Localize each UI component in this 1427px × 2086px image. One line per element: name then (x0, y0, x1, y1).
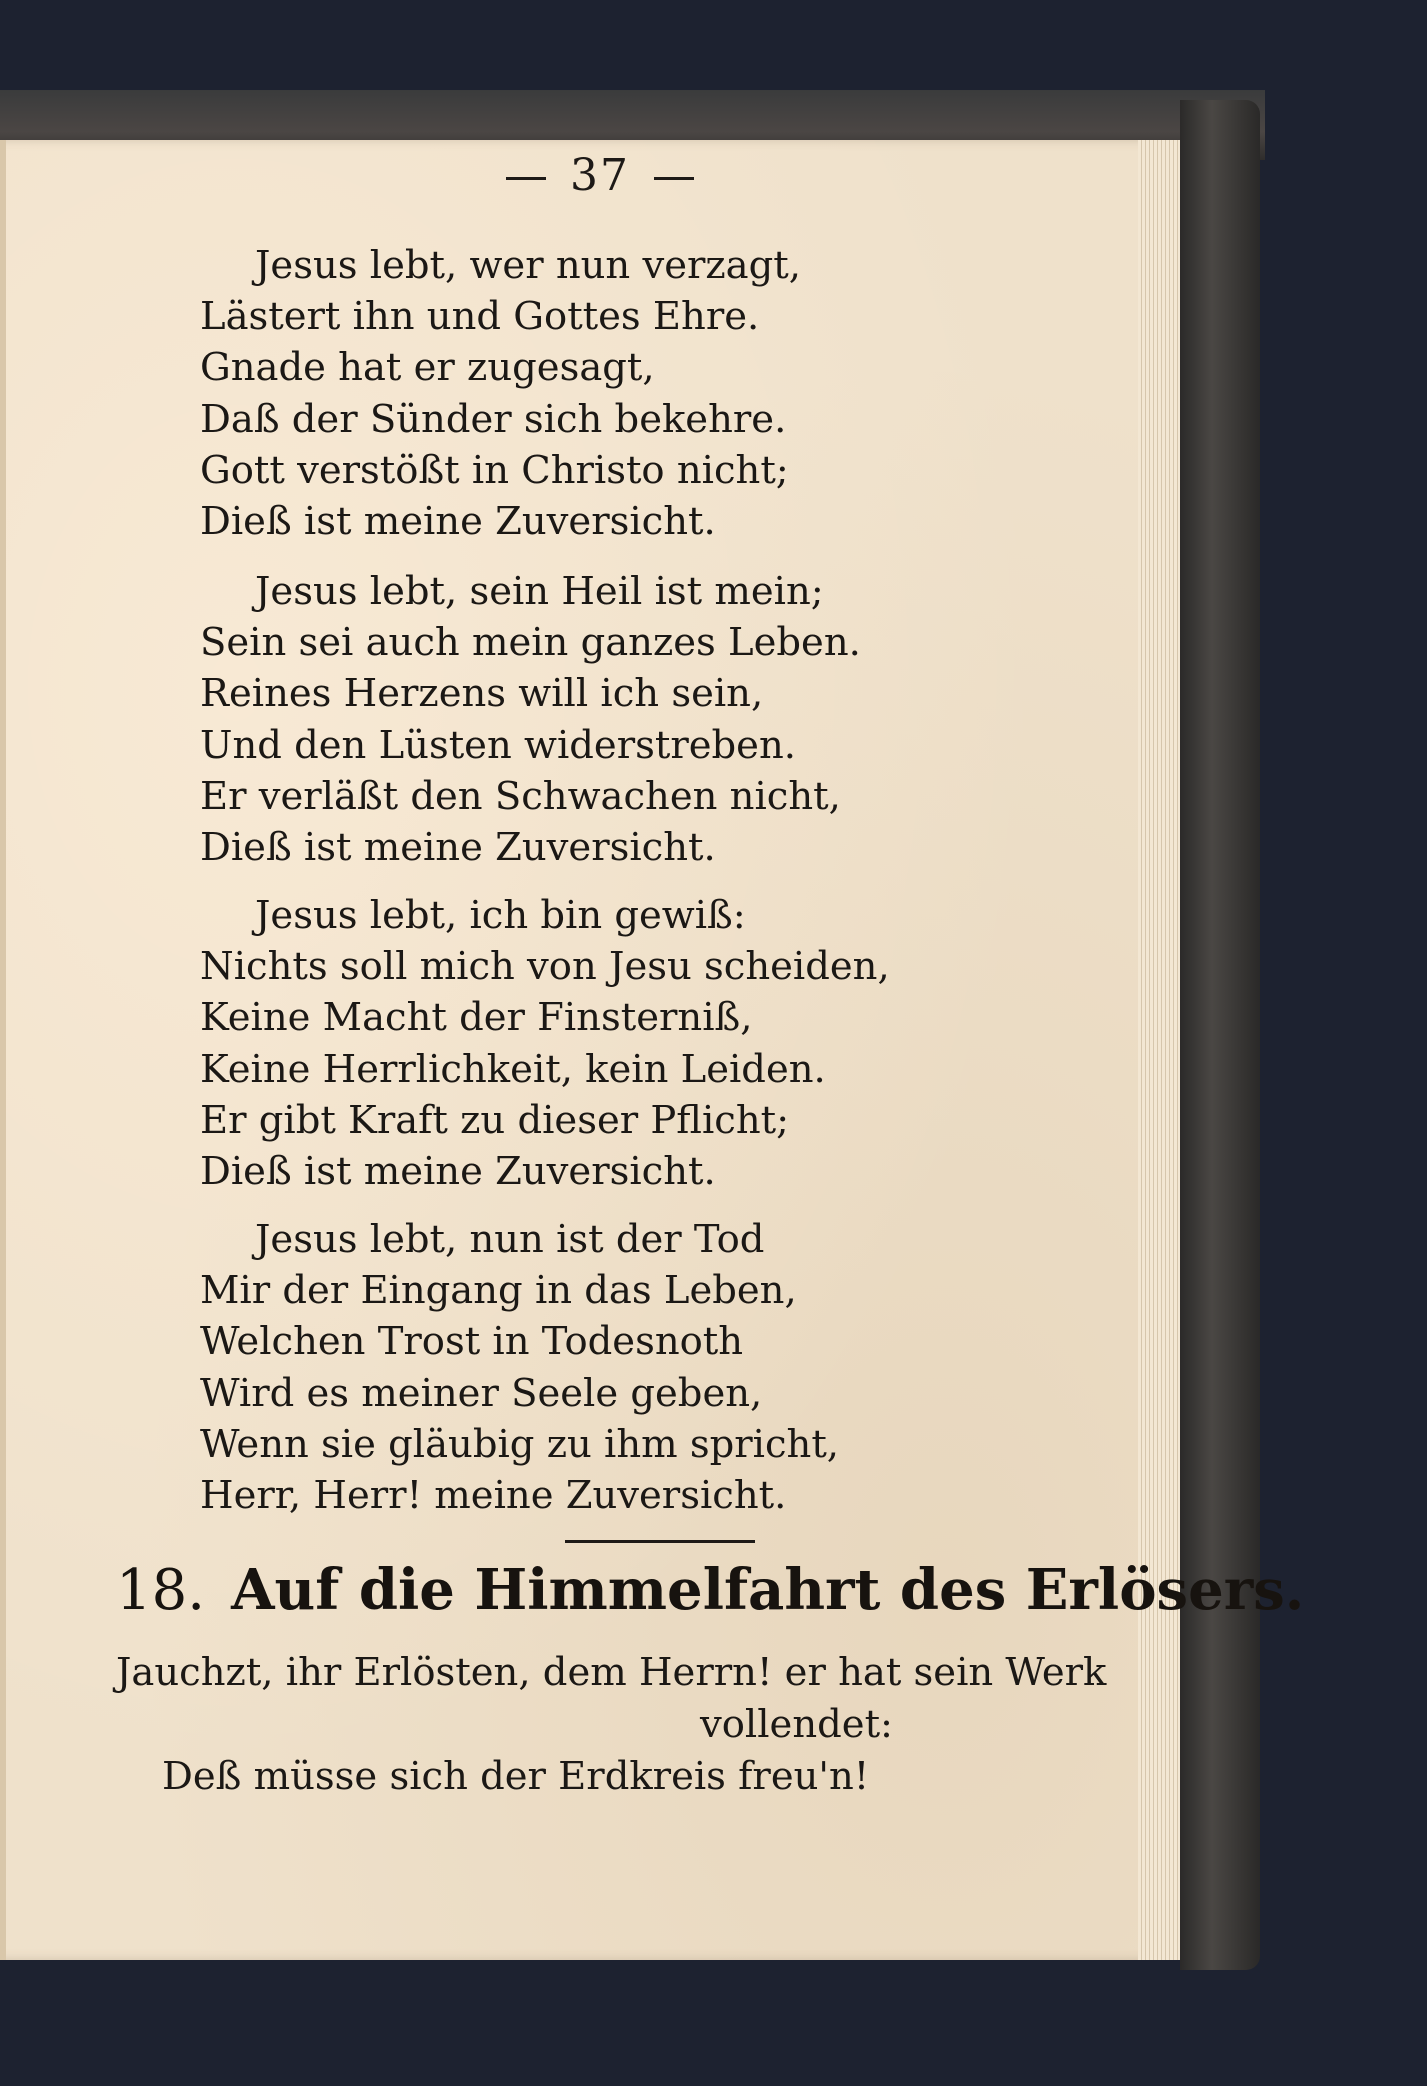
page-stack-edge (1138, 140, 1180, 1960)
hymn-title: Auf die Himmelfahrt des Erlösers. (231, 1557, 1305, 1623)
verse-line: Dieß ist meine Zuversicht. (200, 1149, 716, 1195)
verse-line: Nichts soll mich von Jesu scheiden, (200, 944, 890, 990)
page-header (0, 150, 1200, 201)
hymn-line: Deß müsse sich der Erdkreis freu'n! (162, 1754, 870, 1799)
verse-line: Jesus lebt, ich bin gewiß: (255, 893, 746, 938)
page-left-edge (0, 140, 6, 1960)
book-spine (1180, 100, 1260, 1970)
verse-line: Und den Lüsten widerstreben. (200, 722, 796, 768)
stanza-4 (200, 1214, 839, 1521)
verse-line: Gnade hat er zugesagt, (200, 345, 655, 391)
hymn-line: vollendet: (700, 1702, 894, 1747)
verse-line: Herr, Herr! meine Zuversicht. (200, 1473, 787, 1519)
hymn-line: Jauchzt, ihr Erlösten, dem Herrn! er hat sein Werk (116, 1650, 1107, 1695)
hymn-opening (116, 1647, 1106, 1803)
verse-line: Mir der Eingang in das Leben, (200, 1268, 797, 1314)
verse-line: Gott verstößt in Christo nicht; (200, 447, 789, 493)
verse-line: Reines Herzens will ich sein, (200, 671, 764, 717)
verse-line: Jesus lebt, nun ist der Tod (255, 1217, 765, 1262)
page-number: 37 (570, 150, 630, 201)
hymn-heading (116, 1557, 1304, 1623)
header-dash-left (506, 177, 546, 180)
stanza-2 (200, 566, 861, 873)
verse-line: Jesus lebt, wer nun verzagt, (255, 243, 801, 288)
verse-line: Welchen Trost in Todesnoth (200, 1319, 744, 1365)
verse-line: Daß der Sünder sich bekehre. (200, 396, 787, 442)
header-dash-right (654, 177, 694, 180)
verse-line: Er verläßt den Schwachen nicht, (200, 773, 841, 819)
verse-line: Er gibt Kraft zu dieser Pflicht; (200, 1097, 790, 1143)
verse-line: Wird es meiner Seele geben, (200, 1370, 763, 1416)
stanza-3 (200, 890, 890, 1197)
verse-line: Lästert ihn und Gottes Ehre. (200, 294, 760, 340)
verse-line: Dieß ist meine Zuversicht. (200, 499, 716, 545)
verse-line: Keine Macht der Finsterniß, (200, 995, 753, 1041)
verse-line: Jesus lebt, sein Heil ist mein; (255, 569, 824, 614)
verse-line: Dieß ist meine Zuversicht. (200, 825, 716, 871)
hymn-number: 18. (116, 1558, 206, 1623)
stanza-1 (200, 240, 801, 547)
book-page (0, 140, 1305, 1960)
section-divider (565, 1540, 755, 1543)
verse-line: Wenn sie gläubig zu ihm spricht, (200, 1421, 840, 1467)
verse-line: Keine Herrlichkeit, kein Leiden. (200, 1046, 826, 1092)
verse-line: Sein sei auch mein ganzes Leben. (200, 620, 861, 666)
